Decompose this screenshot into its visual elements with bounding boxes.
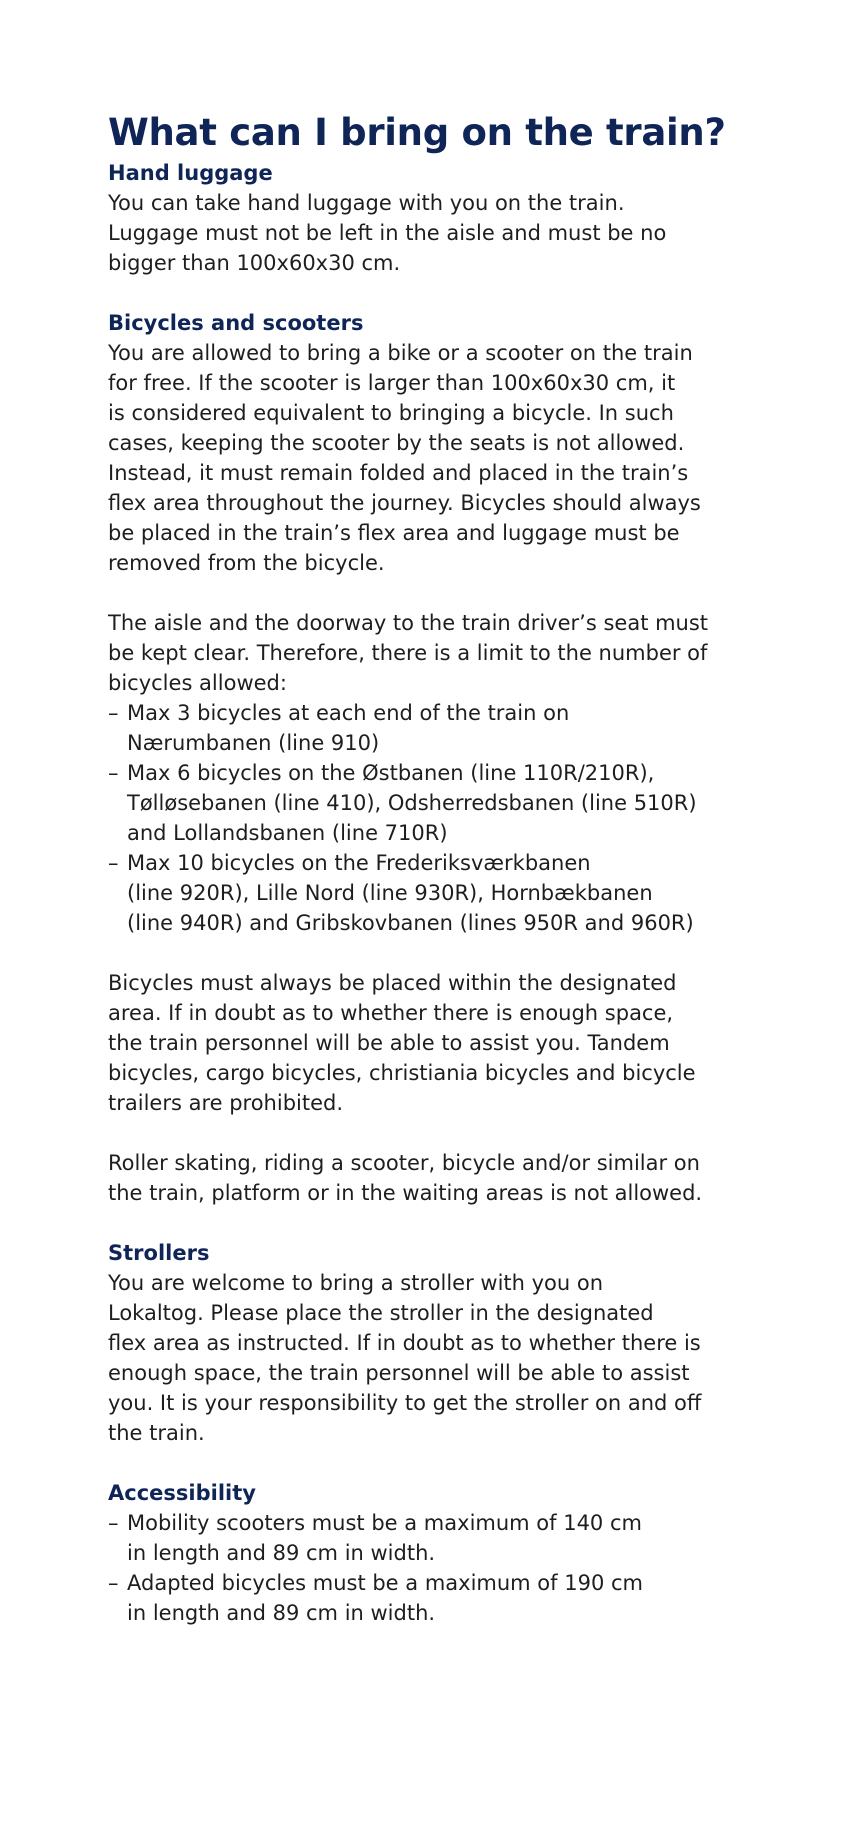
text-line: flex area as instructed. If in doubt as to whether there is — [108, 1331, 701, 1355]
text-line: Instead, it must remain folded and placed in the train’s — [108, 461, 689, 485]
text-line: bigger than 100x60x30 cm. — [108, 251, 401, 275]
bicycles-heading: Bicycles and scooters — [108, 311, 364, 335]
text-line: area. If in doubt as to whether there is enough space, — [108, 1001, 674, 1025]
accessibility-heading: Accessibility — [108, 1481, 256, 1505]
text-line: Luggage must not be left in the aisle and must be no — [108, 221, 667, 245]
document-page — [108, 108, 758, 1628]
dash-bullet: – — [108, 851, 119, 875]
dash-bullet: – — [108, 1511, 119, 1535]
list-item — [108, 1508, 758, 1568]
dash-bullet: – — [108, 701, 119, 725]
list-item — [108, 1568, 758, 1628]
text-line: bicycles allowed: — [108, 671, 287, 695]
text-line: You are welcome to bring a stroller with you on — [108, 1271, 604, 1295]
text-line: Mobility scooters must be a maximum of 140 cm — [127, 1511, 642, 1535]
text-line: Roller skating, riding a scooter, bicycle and/or similar on — [108, 1151, 700, 1175]
text-line: (line 940R) and Gribskovbanen (lines 950R and 960R) — [127, 911, 694, 935]
text-line: enough space, the train personnel will be able to assist — [108, 1361, 690, 1385]
text-line: is considered equivalent to bringing a bicycle. In such — [108, 401, 674, 425]
text-line: be placed in the train’s flex area and luggage must be — [108, 521, 680, 545]
text-line: bicycles, cargo bicycles, christiania bicycles and bicycle — [108, 1061, 696, 1085]
text-line: Tølløsebanen (line 410), Odsherredsbanen (line 510R) — [127, 791, 697, 815]
bicycles-paragraph-3 — [108, 968, 758, 1118]
text-line: removed from the bicycle. — [108, 551, 385, 575]
text-line: Lokaltog. Please place the stroller in the designated — [108, 1301, 654, 1325]
text-line: trailers are prohibited. — [108, 1091, 344, 1115]
text-line: Adapted bicycles must be a maximum of 190 cm — [127, 1571, 643, 1595]
text-line: in length and 89 cm in width. — [127, 1601, 436, 1625]
dash-bullet: – — [108, 1571, 119, 1595]
text-line: the train. — [108, 1421, 205, 1445]
text-line: You are allowed to bring a bike or a scooter on the train — [108, 341, 693, 365]
text-line: the train, platform or in the waiting areas is not allowed. — [108, 1181, 703, 1205]
section-bicycles-scooters — [108, 308, 758, 1208]
list-item — [108, 698, 758, 758]
text-line: The aisle and the doorway to the train driver’s seat must — [108, 611, 709, 635]
text-line: you. It is your responsibility to get the stroller on and off — [108, 1391, 702, 1415]
text-line: flex area throughout the journey. Bicycles should always — [108, 491, 701, 515]
strollers-heading: Strollers — [108, 1241, 210, 1265]
text-line: the train personnel will be able to assist you. Tandem — [108, 1031, 670, 1055]
page-title: What can I bring on the train? — [108, 111, 726, 154]
bicycles-paragraph-1 — [108, 338, 758, 578]
list-item — [108, 848, 758, 938]
text-line: (line 920R), Lille Nord (line 930R), Hornbækbanen — [127, 881, 653, 905]
hand-luggage-heading: Hand luggage — [108, 161, 273, 185]
text-line: You can take hand luggage with you on the train. — [108, 191, 625, 215]
text-line: Max 10 bicycles on the Frederiksværkbanen — [127, 851, 591, 875]
list-item — [108, 758, 758, 848]
bicycle-limits-list — [108, 698, 758, 938]
section-strollers — [108, 1238, 758, 1448]
text-line: cases, keeping the scooter by the seats is not allowed. — [108, 431, 685, 455]
text-line: in length and 89 cm in width. — [127, 1541, 436, 1565]
text-line: and Lollandsbanen (line 710R) — [127, 821, 448, 845]
text-line: be kept clear. Therefore, there is a limit to the number of — [108, 641, 708, 665]
text-line: Max 6 bicycles on the Østbanen (line 110R/210R), — [127, 761, 655, 785]
strollers-text — [108, 1268, 758, 1448]
text-line: Max 3 bicycles at each end of the train on — [127, 701, 570, 725]
accessibility-list — [108, 1508, 758, 1628]
bicycles-paragraph-2 — [108, 608, 758, 698]
text-line: for free. If the scooter is larger than 100x60x30 cm, it — [108, 371, 676, 395]
text-line: Bicycles must always be placed within the designated — [108, 971, 677, 995]
section-hand-luggage — [108, 158, 758, 278]
dash-bullet: – — [108, 761, 119, 785]
hand-luggage-text — [108, 188, 758, 278]
section-accessibility — [108, 1478, 758, 1628]
text-line: Nærumbanen (line 910) — [127, 731, 380, 755]
bicycles-paragraph-4 — [108, 1148, 758, 1208]
